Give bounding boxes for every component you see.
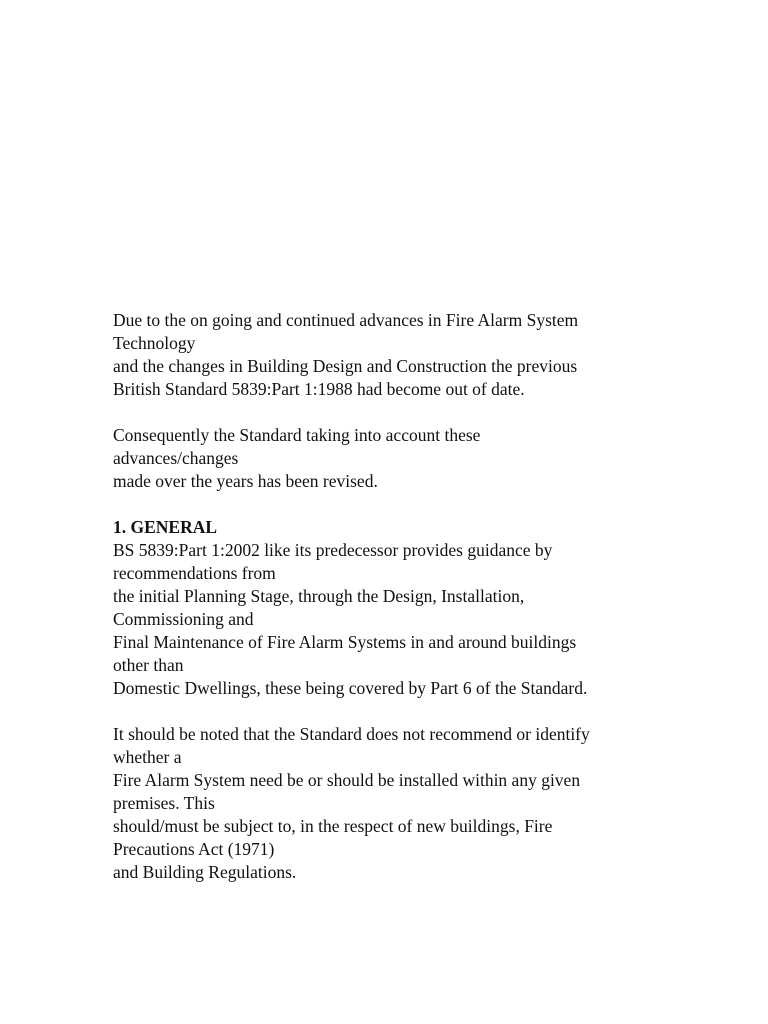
consequently-paragraph — [113, 424, 713, 493]
text-line: whether a — [113, 747, 182, 767]
text-line: Precautions Act (1971) — [113, 839, 275, 859]
text-line: and Building Regulations. — [113, 862, 297, 882]
text-line: and the changes in Building Design and Construction the previous — [113, 356, 578, 376]
text-line: Technology — [113, 333, 196, 353]
note-paragraph — [113, 723, 713, 884]
text-line: advances/changes — [113, 448, 239, 468]
text-line: It should be noted that the Standard does not recommend or identify — [113, 724, 590, 744]
text-line: Due to the on going and continued advances in Fire Alarm System — [113, 310, 579, 330]
intro-paragraph — [113, 309, 713, 401]
document-body — [113, 309, 713, 884]
section-heading: 1. GENERAL — [113, 517, 218, 537]
text-line: Domestic Dwellings, these being covered by Part 6 of the Standard. — [113, 678, 588, 698]
text-line: Consequently the Standard taking into account these — [113, 425, 481, 445]
text-line: should/must be subject to, in the respect of new buildings, Fire — [113, 816, 553, 836]
general-section — [113, 516, 713, 700]
text-line: British Standard 5839:Part 1:1988 had become out of date. — [113, 379, 525, 399]
text-line: recommendations from — [113, 563, 276, 583]
text-line: premises. This — [113, 793, 215, 813]
text-line: Commissioning and — [113, 609, 254, 629]
text-line: Final Maintenance of Fire Alarm Systems in and around buildings — [113, 632, 577, 652]
text-line: other than — [113, 655, 184, 675]
text-line: Fire Alarm System need be or should be installed within any given — [113, 770, 581, 790]
text-line: made over the years has been revised. — [113, 471, 378, 491]
text-line: the initial Planning Stage, through the Design, Installation, — [113, 586, 525, 606]
text-line: BS 5839:Part 1:2002 like its predecessor provides guidance by — [113, 540, 553, 560]
